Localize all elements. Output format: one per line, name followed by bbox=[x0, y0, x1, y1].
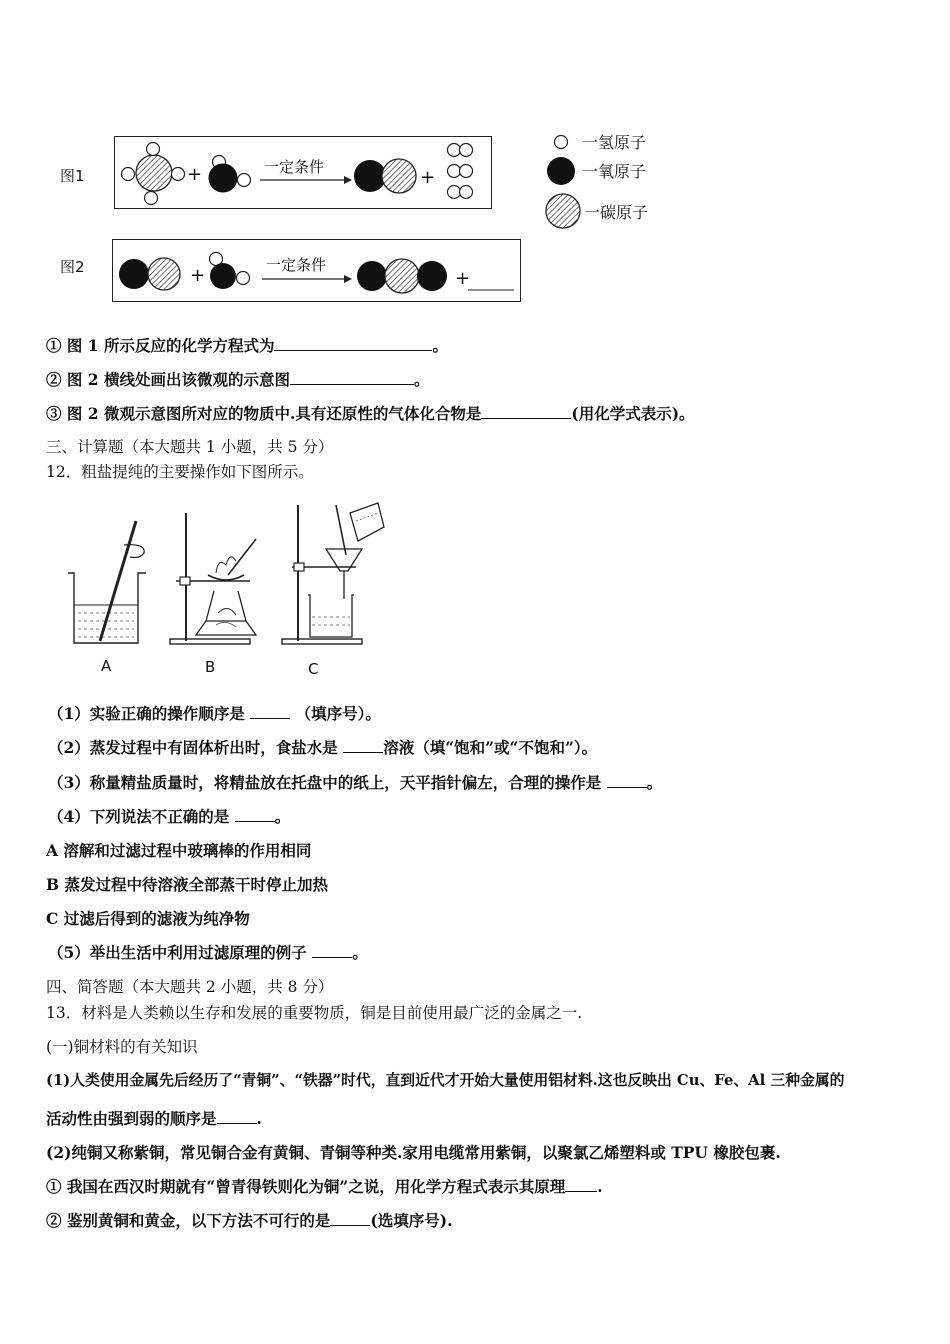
carbon-monoxide-molecule bbox=[354, 159, 416, 193]
q13-p1-blank[interactable] bbox=[217, 1109, 257, 1124]
q13-p2-1-blank[interactable] bbox=[565, 1177, 597, 1192]
water-molecule bbox=[209, 156, 251, 193]
svg-text:+: + bbox=[190, 265, 206, 286]
section4-heading: 四、简答题（本大题共 2 小题，共 8 分） bbox=[46, 978, 334, 996]
carbon-dioxide-molecule bbox=[357, 259, 447, 293]
q12-sub4: （4）下列说法不正确的是 。 bbox=[48, 807, 291, 826]
figure1-diagram bbox=[114, 136, 494, 210]
q13-p2: (2)纯铜又称紫铜，常见铜合金有黄铜、青铜等种类.家用电缆常用紫铜，以聚氯乙烯塑料或 TPU 橡胶包裹. bbox=[46, 1143, 781, 1162]
methane-molecule bbox=[122, 143, 185, 205]
q12-option-c: C 过滤后得到的滤液为纯净物 bbox=[46, 909, 250, 928]
figure2-diagram bbox=[112, 239, 522, 303]
atom-legend bbox=[540, 126, 680, 230]
q12-sub3: （3）称量精盐质量时，将精盐放在托盘中的纸上，天平指针偏左，合理的操作是 。 bbox=[48, 773, 663, 792]
q12-sub2: （2）蒸发过程中有固体析出时，食盐水是 溶液（填“饱和”或“不饱和”）。 bbox=[48, 738, 598, 757]
section3-heading: 三、计算题（本大题共 1 小题，共 5 分） bbox=[46, 438, 334, 456]
q11-part3-blank[interactable] bbox=[481, 404, 571, 419]
svg-text:+: + bbox=[187, 164, 203, 185]
q13-p2-2: ② 鉴别黄铜和黄金，以下方法不可行的是 (选填序号). bbox=[46, 1211, 453, 1230]
hydrogen-molecules bbox=[448, 144, 473, 199]
apparatus-c-filtration bbox=[282, 503, 384, 644]
q12-option-a: A 溶解和过滤过程中玻璃棒的作用相同 bbox=[46, 841, 312, 860]
water-molecule bbox=[210, 253, 250, 290]
carbon-legend-label: 一碳原子 bbox=[584, 203, 649, 222]
q13-p1-line1: (1)人类使用金属先后经历了“青铜”、“铁器”时代，直到近代才开始大量使用铝材料.这也反映出 Cu、Fe、Al 三种金属的 bbox=[46, 1072, 845, 1089]
figure1-label: 图1 bbox=[60, 167, 85, 185]
q12-sub1-blank[interactable] bbox=[250, 704, 290, 719]
carbon-legend-icon bbox=[546, 194, 580, 228]
apparatus-label-b: B bbox=[205, 658, 216, 676]
carbon-monoxide-molecule bbox=[119, 258, 180, 290]
q12-sub3-blank[interactable] bbox=[607, 773, 647, 788]
apparatus-b-evaporation bbox=[170, 513, 256, 644]
hydrogen-legend-icon bbox=[555, 136, 568, 149]
figure2-condition: 一定条件 bbox=[266, 256, 327, 274]
q12-sub5-blank[interactable] bbox=[312, 943, 352, 958]
q13-stem: 13．材料是人类赖以生存和发展的重要物质，铜是目前使用最广泛的金属之一. bbox=[46, 1004, 583, 1022]
q11-part1: ① 图 1 所示反应的化学方程式为 。 bbox=[46, 336, 448, 355]
hydrogen-legend-label: 一氢原子 bbox=[582, 133, 647, 152]
svg-text:+: + bbox=[455, 268, 471, 289]
q12-sub1: （1）实验正确的操作顺序是 （填序号）。 bbox=[48, 704, 381, 723]
apparatus-illustration bbox=[60, 495, 400, 685]
oxygen-legend-label: 一氧原子 bbox=[582, 162, 647, 181]
q11-part2: ② 图 2 横线处画出该微观的示意图 。 bbox=[46, 370, 430, 389]
figure1-condition: 一定条件 bbox=[264, 158, 325, 176]
figure2-label: 图2 bbox=[60, 258, 85, 276]
q12-stem: 12．粗盐提纯的主要操作如下图所示。 bbox=[46, 463, 314, 481]
q12-option-b: B 蒸发过程中待溶液全部蒸干时停止加热 bbox=[46, 875, 328, 894]
q13-p1-line2: 活动性由强到弱的顺序是 . bbox=[46, 1109, 262, 1128]
q11-part1-blank[interactable] bbox=[274, 336, 432, 351]
q13-p2-2-blank[interactable] bbox=[330, 1211, 370, 1226]
q12-sub4-blank[interactable] bbox=[235, 807, 275, 822]
q12-sub2-blank[interactable] bbox=[343, 738, 383, 753]
q11-part3: ③ 图 2 微观示意图所对应的物质中.具有还原性的气体化合物是 (用化学式表示)。 bbox=[46, 404, 695, 423]
apparatus-a-dissolving bbox=[68, 521, 146, 643]
q13-part-one-heading: (一)铜材料的有关知识 bbox=[46, 1038, 198, 1056]
q13-p2-1: ① 我国在西汉时期就有“曾青得铁则化为铜”之说，用化学方程式表示其原理 . bbox=[46, 1177, 603, 1196]
q11-part2-blank[interactable] bbox=[290, 370, 414, 385]
apparatus-label-c: C bbox=[308, 660, 319, 678]
apparatus-label-a: A bbox=[101, 657, 112, 675]
oxygen-legend-icon bbox=[547, 157, 575, 185]
q12-sub5: （5）举出生活中利用过滤原理的例子 。 bbox=[48, 943, 368, 962]
svg-text:+: + bbox=[420, 167, 436, 188]
